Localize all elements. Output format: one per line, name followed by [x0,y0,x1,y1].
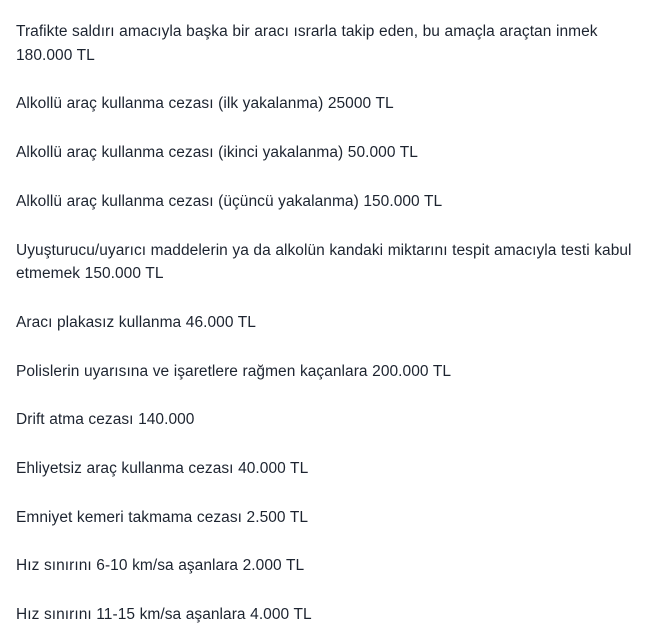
list-item: Emniyet kemeri takmama cezası 2.500 TL [16,508,309,526]
list-item: Alkollü araç kullanma cezası (ikinci yakalanma) 50.000 TL [16,144,418,162]
list-item: Hız sınırını 11-15 km/sa aşanlara 4.000 TL [16,606,312,624]
list-item: Trafikte saldırı amacıyla başka bir aracı ısrarla takip eden, bu amaçla araçtan inmek 180.000 TL [16,23,598,64]
list-item: Alkollü araç kullanma cezası (ilk yakalanma) 25000 TL [16,95,394,113]
list-item: Hız sınırını 6-10 km/sa aşanlara 2.000 TL [16,557,305,575]
list-item: Ehliyetsiz araç kullanma cezası 40.000 TL [16,460,309,478]
list-item: Drift atma cezası 140.000 [16,411,195,429]
list-item: Alkollü araç kullanma cezası (üçüncü yakalanma) 150.000 TL [16,192,443,210]
penalty-list [16,20,636,627]
list-item: Aracı plakasız kullanma 46.000 TL [16,313,256,331]
list-item: Uyuşturucu/uyarıcı maddelerin ya da alkolün kandaki miktarını tespit amacıyla testi kabul etmemek 150.000 TL [16,241,632,283]
list-item: Polislerin uyarısına ve işaretlere rağmen kaçanlara 200.000 TL [16,362,452,380]
